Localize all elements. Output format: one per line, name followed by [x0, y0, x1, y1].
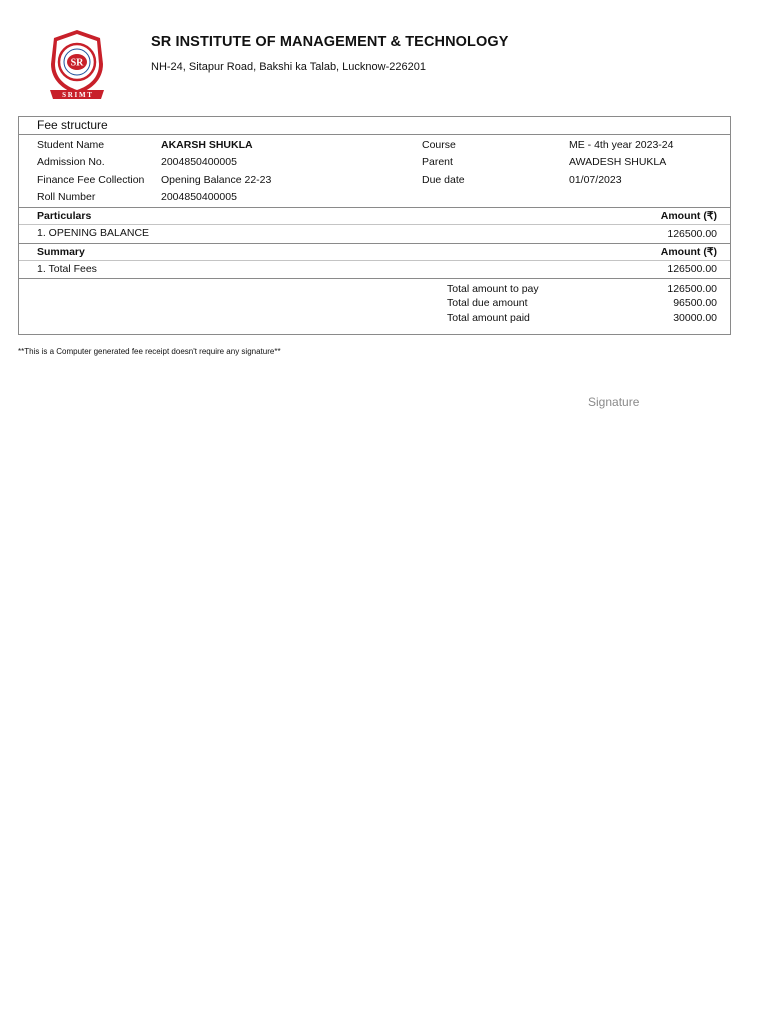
due-date-value: 01/07/2023	[569, 174, 622, 186]
logo-banner-text: S R I M T	[62, 91, 92, 99]
admission-no-value: 2004850400005	[161, 156, 237, 168]
summary-item-amount: 126500.00	[667, 263, 717, 275]
particulars-header: Particulars	[37, 210, 92, 222]
total-amount-to-pay-value: 126500.00	[667, 283, 717, 295]
parent-value: AWADESH SHUKLA	[569, 156, 667, 168]
institute-name: SR INSTITUTE OF MANAGEMENT & TECHNOLOGY	[151, 34, 509, 50]
admission-no-label: Admission No.	[37, 156, 105, 168]
divider	[19, 134, 730, 135]
particulars-item-amount: 126500.00	[667, 228, 717, 240]
summary-amount-header: Amount (₹)	[660, 246, 717, 258]
divider	[19, 260, 730, 261]
course-label: Course	[422, 139, 456, 151]
roll-number-label: Roll Number	[37, 191, 96, 203]
divider	[19, 224, 730, 225]
fee-structure-box	[18, 116, 731, 335]
total-amount-to-pay-label: Total amount to pay	[447, 283, 539, 295]
finance-fee-collection-label: Finance Fee Collection	[37, 174, 145, 186]
course-value: ME - 4th year 2023-24	[569, 139, 674, 151]
total-amount-paid-value: 30000.00	[673, 312, 717, 324]
receipt-header	[0, 0, 768, 110]
parent-label: Parent	[422, 156, 453, 168]
fee-structure-title: Fee structure	[37, 118, 108, 132]
roll-number-value: 2004850400005	[161, 191, 237, 203]
due-date-label: Due date	[422, 174, 465, 186]
summary-item-label: 1. Total Fees	[37, 263, 97, 275]
divider	[19, 207, 730, 208]
logo-monogram: SR	[70, 57, 84, 69]
institute-address: NH-24, Sitapur Road, Bakshi ka Talab, Lucknow-226201	[151, 61, 426, 73]
institute-logo	[46, 28, 108, 102]
student-name-value: AKARSH SHUKLA	[161, 139, 253, 151]
summary-header: Summary	[37, 246, 85, 258]
total-due-amount-value: 96500.00	[673, 297, 717, 309]
total-amount-paid-label: Total amount paid	[447, 312, 530, 324]
divider	[19, 243, 730, 244]
signature-label: Signature	[588, 395, 640, 409]
total-due-amount-label: Total due amount	[447, 297, 528, 309]
divider	[19, 278, 730, 279]
finance-fee-collection-value: Opening Balance 22-23	[161, 174, 272, 186]
particulars-item-label: 1. OPENING BALANCE	[37, 227, 150, 239]
student-name-label: Student Name	[37, 139, 105, 151]
particulars-amount-header: Amount (₹)	[660, 210, 717, 222]
computer-generated-disclaimer: **This is a Computer generated fee receipt doesn't require any signature**	[18, 347, 281, 356]
